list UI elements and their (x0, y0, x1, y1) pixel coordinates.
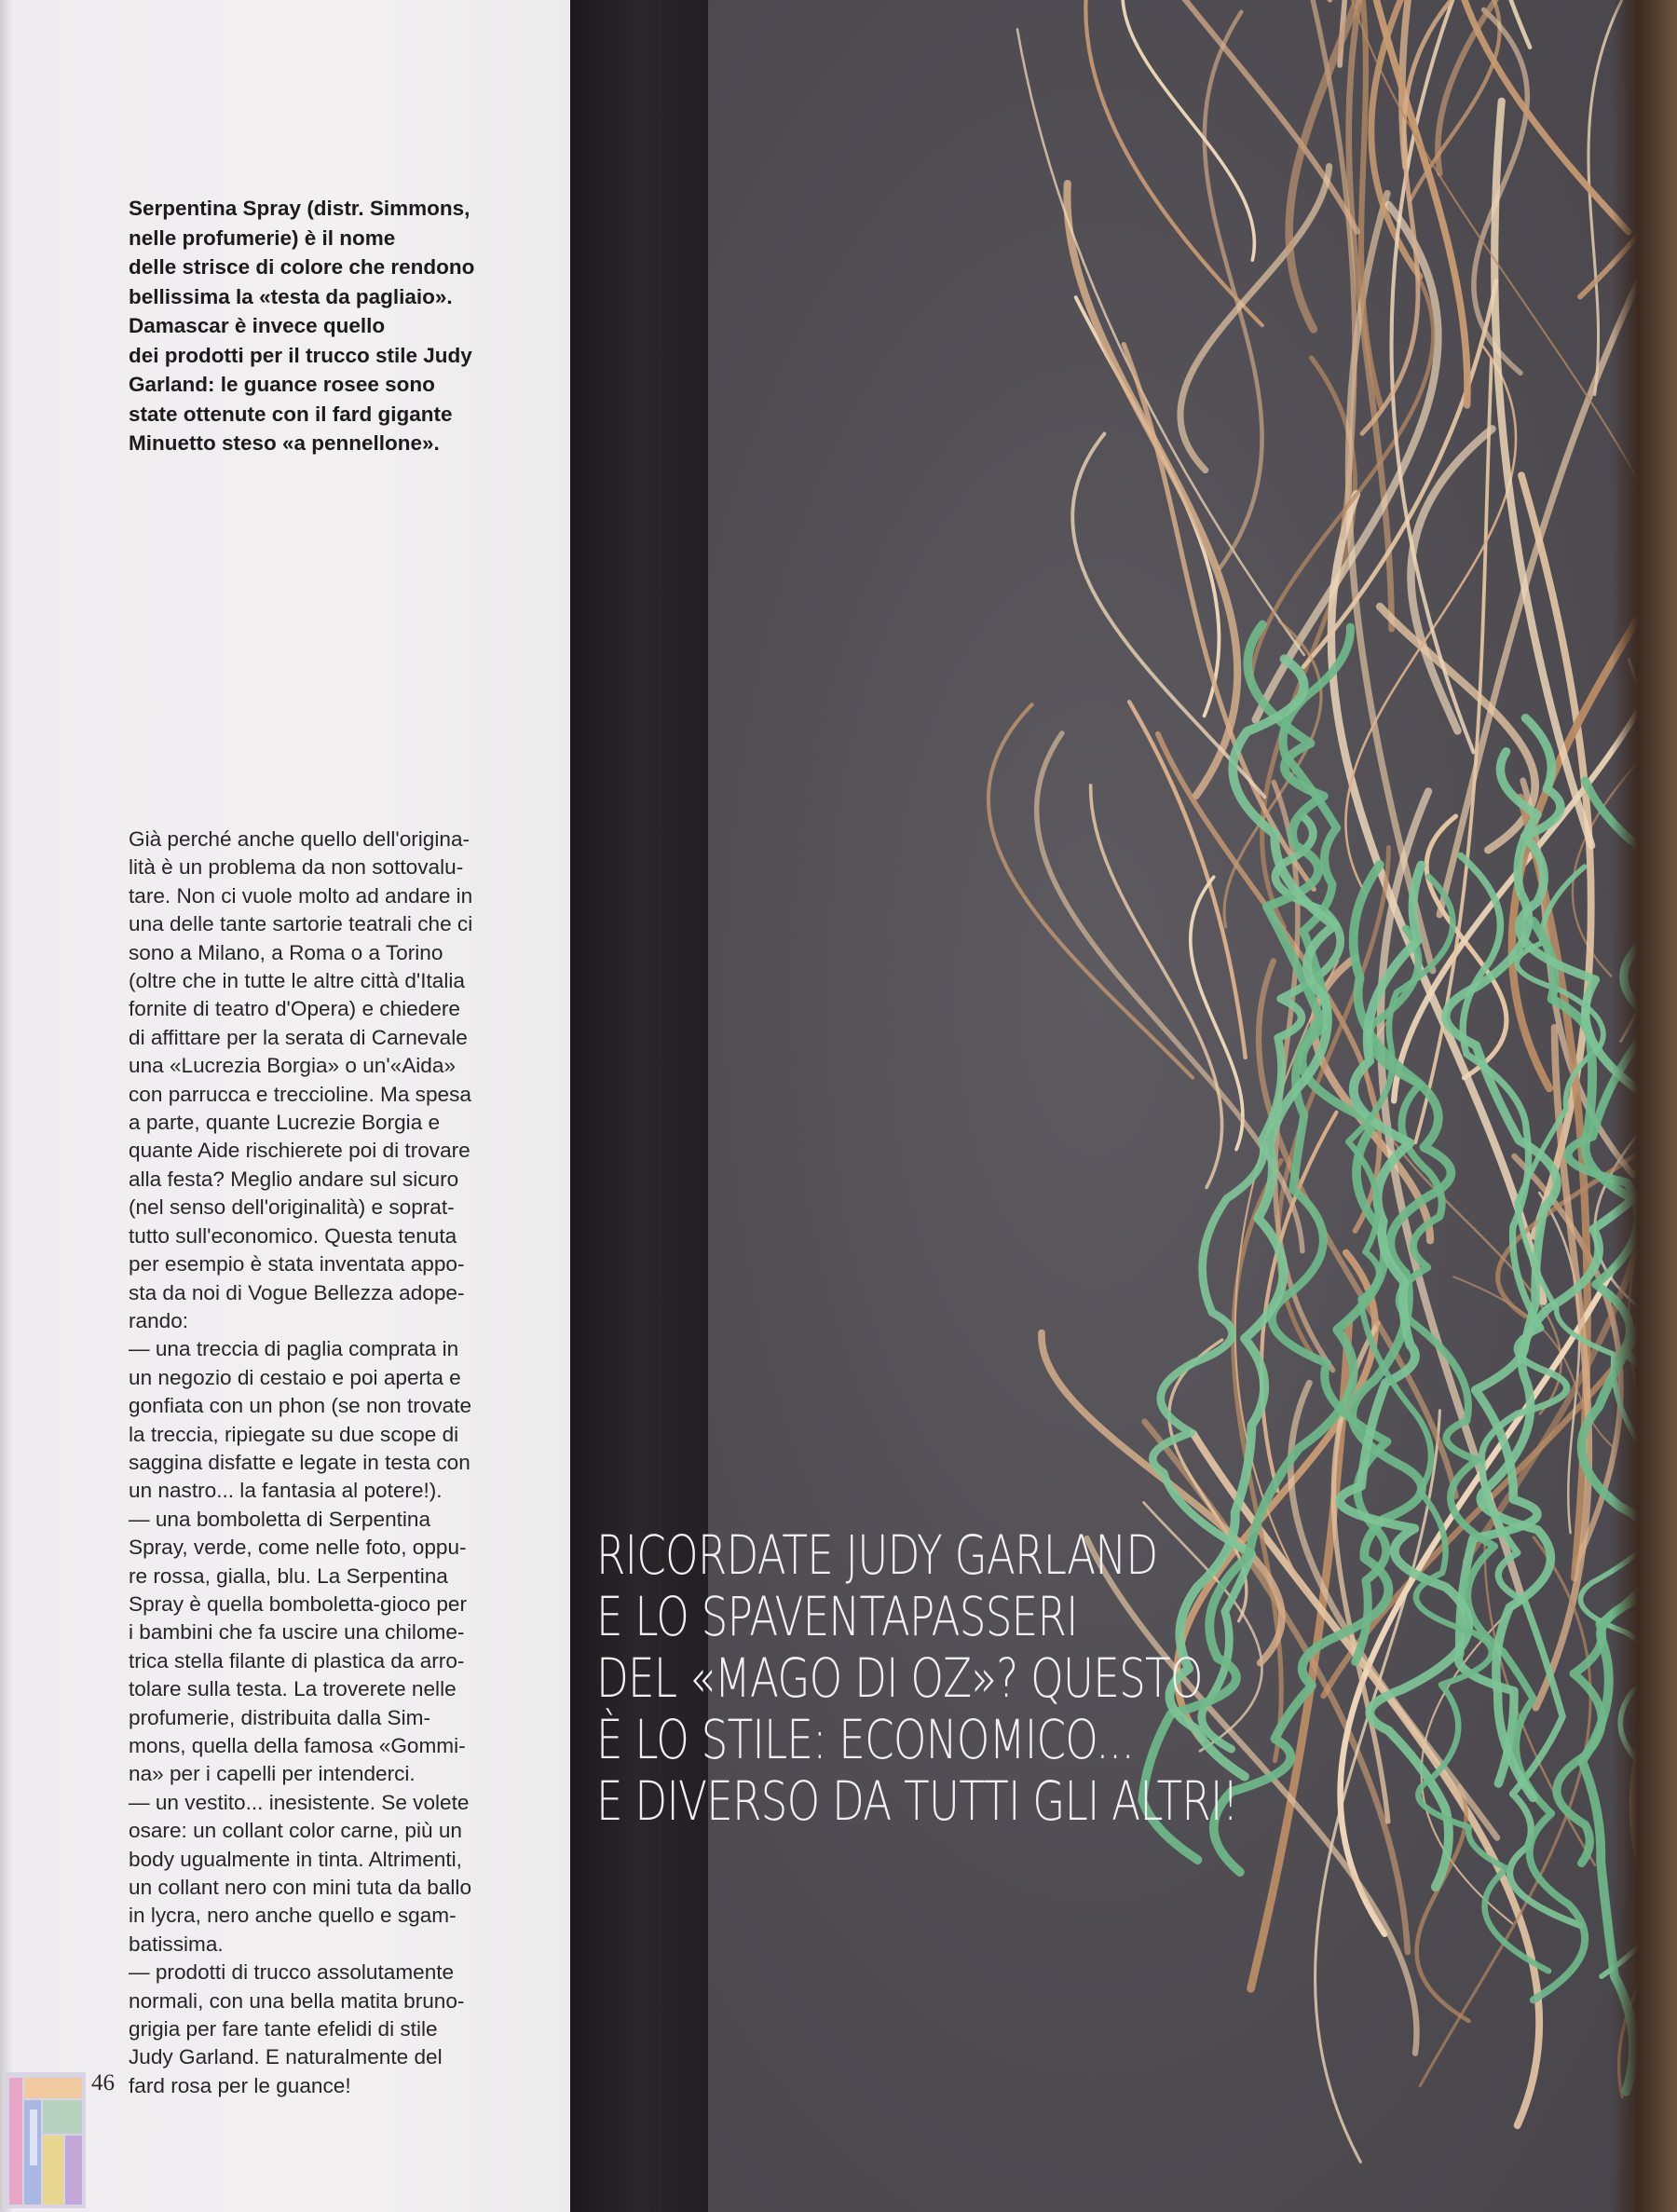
dark-vertical-band (570, 0, 708, 2212)
straw-and-streamer-illustration (708, 0, 1677, 2212)
straw-strand (1091, 785, 1222, 1188)
straw-strand (1250, 276, 1433, 687)
page-fold-shadow (0, 0, 13, 2212)
straw-strands (988, 0, 1677, 2162)
page-edge-shadow (1612, 0, 1677, 2212)
straw-wig-photo (708, 0, 1677, 2212)
photo-caption: Serpentina Spray (distr. Simmons, nelle profumerie) è il nome delle strisce di colore che rendono bellissima la «testa da pagliaio». Damascar è invece quello dei prodotti per il trucco stile Judy Garland: le guance rosee sono state ottenute con il fard gigante Minuetto steso «a pennellone». (129, 197, 475, 455)
straw-strand (1067, 184, 1237, 796)
straw-strand (1017, 29, 1304, 654)
straw-strand (1123, 0, 1255, 260)
headline: RICORDATE JUDY GARLAND E LO SPAVENTAPASSERI DEL «MAGO DI OZ»? QUESTO È LO STILE: ECONOMICO... E DIVERSO DA TUTTI GLI ALTRI! (596, 1523, 1238, 1833)
straw-strand (1474, 10, 1527, 374)
straw-strand (1085, 0, 1262, 325)
page-number: 46 (91, 2070, 115, 2096)
article-body: Già perché anche quello dell'origina- lità è un problema da non sottovalu- tare. Non ci vuole molto ad andare in una delle tante sartorie teatrali che ci sono a Milano, a Roma o a Torino (oltre che in tutte le altre città d'Italia fornite di teatro d'Opera) e chiedere di affittare per la serata di Carnevale una «Lucrezia Borgia» o un'«Aida» con parrucca e treccioline. Ma spesa a parte, quante Lucrezie Borgia e quante Aide rischierete poi di trovare alla festa? Meglio andare sul sicuro (nel senso dell'originalità) e soprat- tutto sull'economico. Questa tenuta per esempio è stata inventata appo- sta da noi di Vogue Bellezza adope- rando: — una treccia di paglia comprata in un negozio di cestaio e poi aperta e gonfiata con un phon (se non trovate la treccia, ripiegate su due scope di saggina disfatte e legate in testa con un nastro... la fantasia al potere!). — una bomboletta di Serpentina Spray, verde, come nelle foto, oppu- re rossa, gialla, blu. La Serpentina Spray è quella bomboletta-gioco per i bambini che fa uscire una chilome- trica stella filante di plastica da arro- tolare sulla testa. La troverete nelle profumerie, distribuita dalla Sim- mons, quella della famosa «Gommi- na» per i capelli per intenderci. — un vestito... inesistente. Se volete osare: un collant color carne, più un body ugualmente in tinta. Altrimenti, un collant nero con mini tuta da ballo in lycra, nero anche quello e sgam- batissima. — prodotti di trucco assolutamente normali, con una bella matita bruno- grigia per fare tante efelidi di stile Judy Garland. E naturalmente del fard rosa per le guance! (129, 827, 473, 2097)
publisher-logo (4, 2072, 89, 2212)
